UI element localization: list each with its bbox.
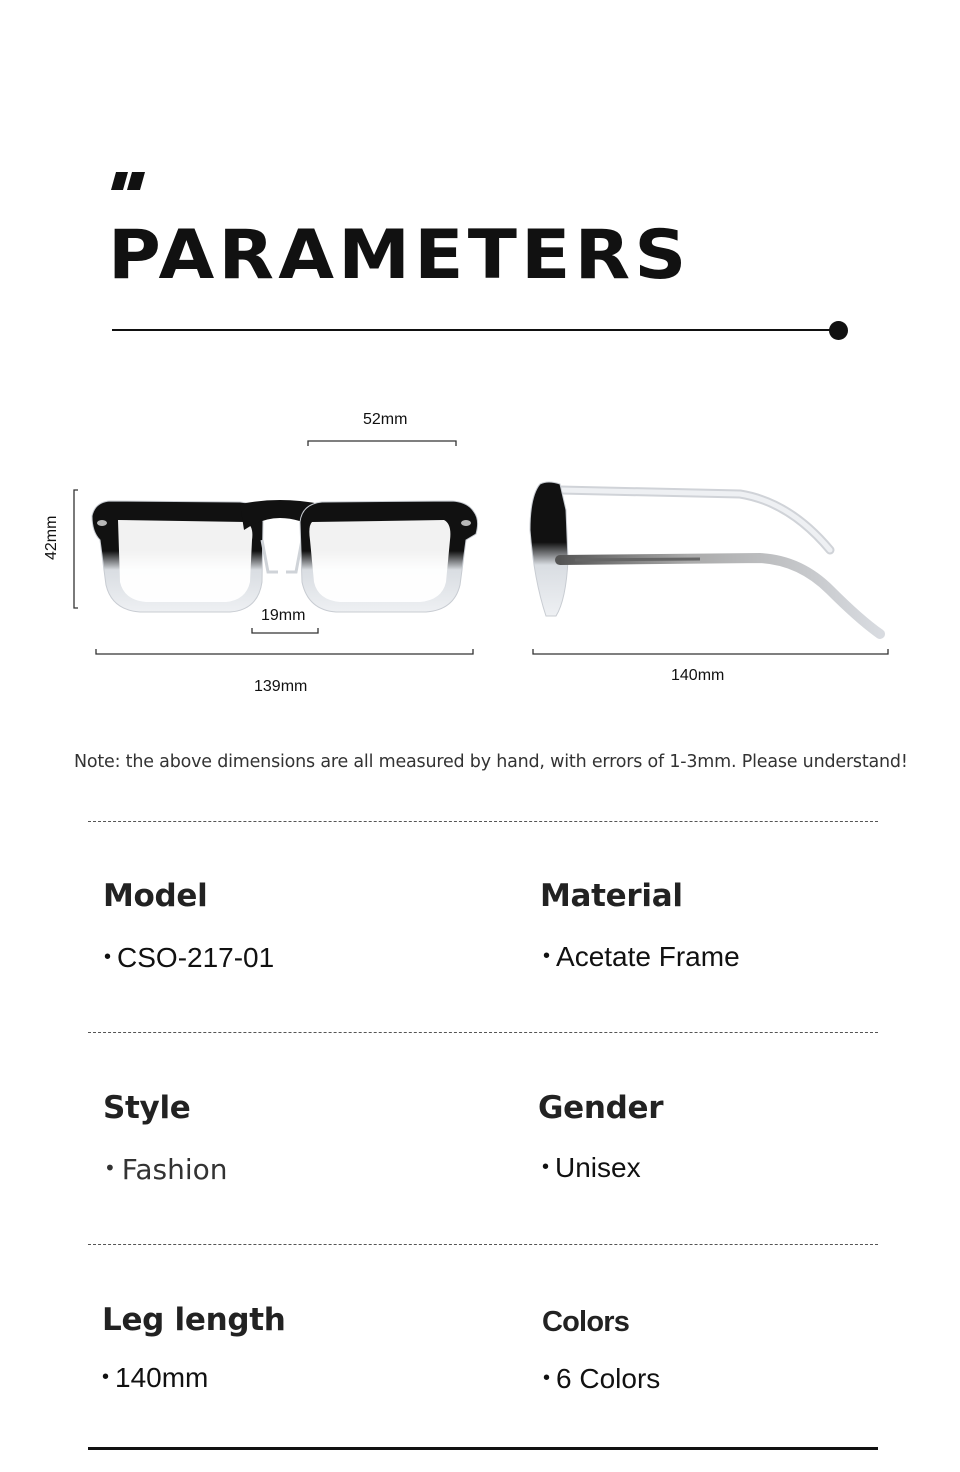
bullet: • (543, 1367, 551, 1389)
bullet: • (543, 945, 551, 967)
spec-value-model: • CSO-217-01 (104, 942, 275, 973)
lens-width-label: 52mm (363, 411, 408, 428)
spec-value-leg-length: • 140mm (102, 1362, 209, 1393)
bullet: • (104, 1156, 116, 1180)
divider-dashed (88, 821, 878, 822)
divider-dashed (88, 1032, 878, 1033)
spec-value-style: • Fashion (104, 1153, 228, 1186)
bullet: • (104, 946, 112, 968)
glasses-diagram (0, 400, 960, 720)
spec-value-gender: • Unisex (542, 1152, 641, 1183)
title-underline (112, 329, 832, 331)
page-title: PARAMETERS (108, 216, 691, 295)
divider-solid (88, 1447, 878, 1450)
spec-label-colors: Colors (542, 1306, 630, 1338)
spec-value-colors: • 6 Colors (543, 1363, 661, 1394)
bridge-width-label: 19mm (261, 607, 306, 624)
bullet: • (102, 1366, 110, 1388)
divider-dashed (88, 1244, 878, 1245)
spec-value-material: • Acetate Frame (543, 941, 740, 972)
quote-mark-icon (110, 172, 148, 190)
bullet: • (542, 1156, 550, 1178)
spec-label-style: Style (103, 1090, 191, 1126)
measurement-note: Note: the above dimensions are all measured by hand, with errors of 1-3mm. Please understand! (74, 752, 908, 772)
frame-width-label: 139mm (254, 678, 308, 695)
spec-label-material: Material (540, 878, 683, 914)
spec-label-model: Model (103, 878, 208, 914)
lens-height-label: 42mm (43, 515, 60, 560)
side-view-frame (530, 482, 880, 634)
spec-label-gender: Gender (538, 1090, 664, 1126)
front-view-frame (92, 500, 478, 612)
temple-length-label: 140mm (671, 667, 725, 684)
spec-label-leg-length: Leg length (102, 1302, 286, 1338)
title-underline-dot (829, 321, 848, 340)
